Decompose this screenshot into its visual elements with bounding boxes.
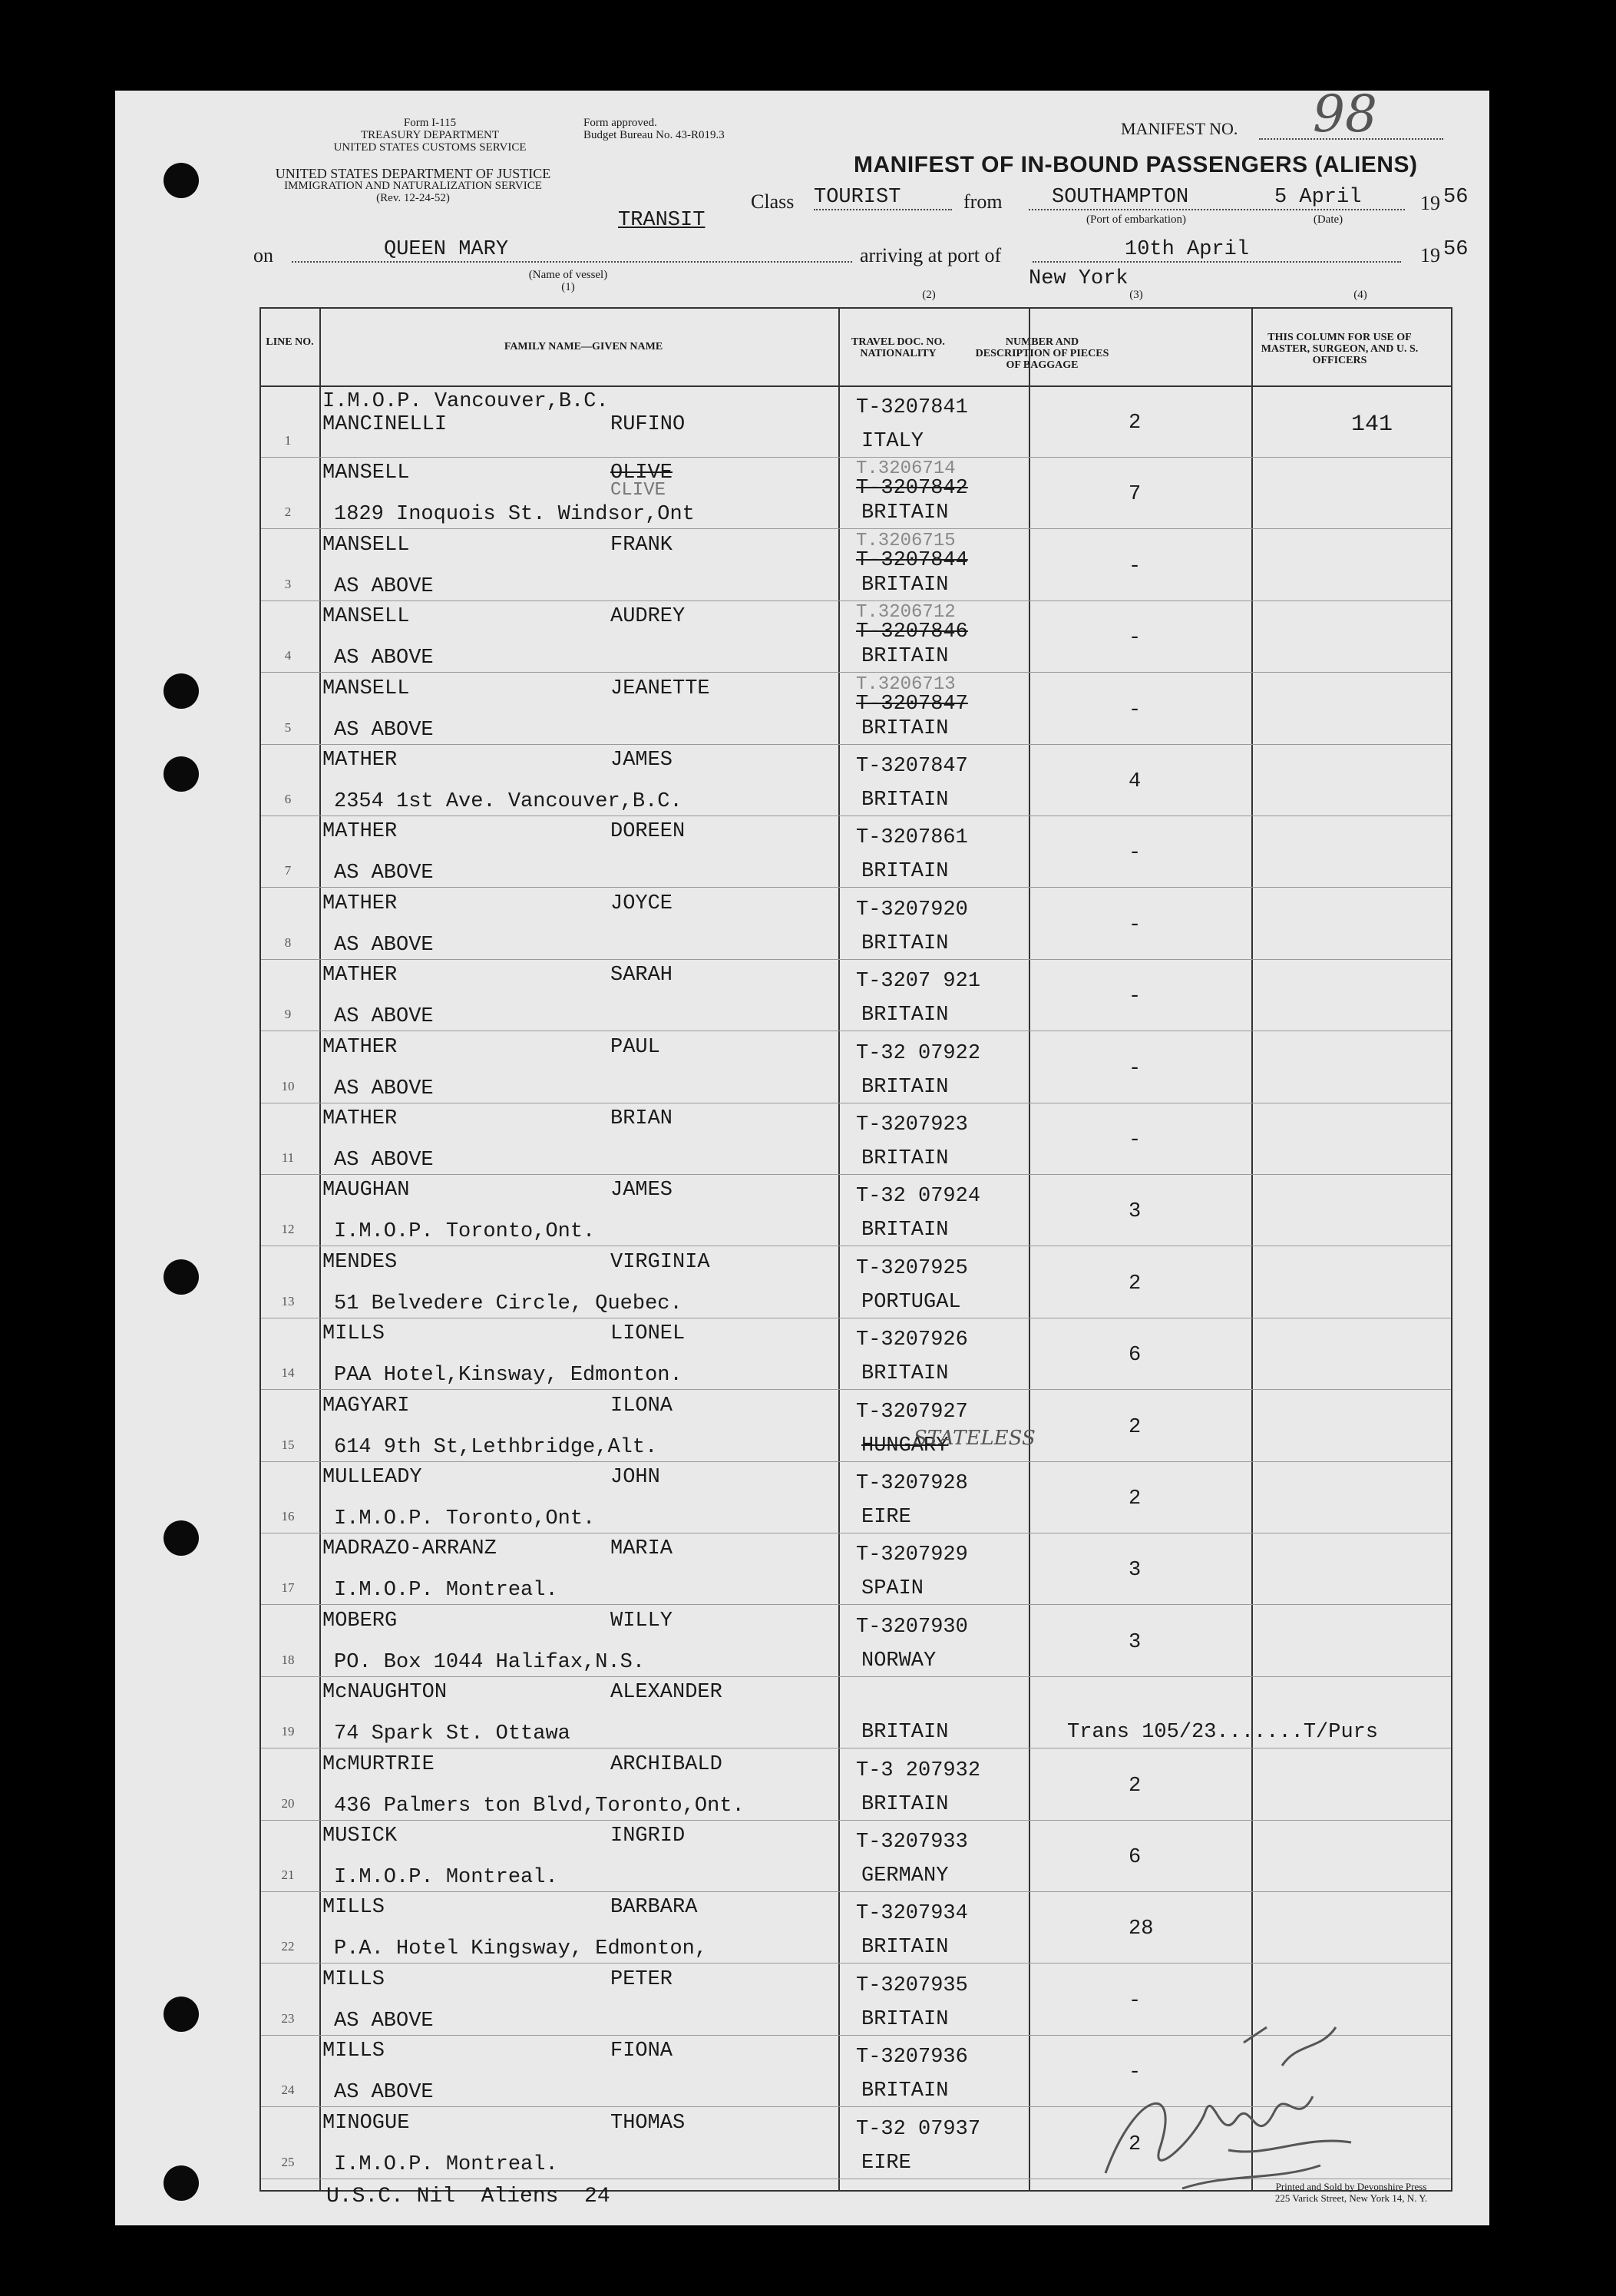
given-name: ARCHIBALD (610, 1752, 722, 1776)
given-name: JAMES (610, 1179, 673, 1203)
baggage: - (1129, 985, 1142, 1009)
doc-number-replacement: T.3206713 (856, 673, 956, 695)
address: I.M.O.P. Montreal. (334, 1866, 558, 1889)
family-name: MADRAZO-ARRANZ (322, 1537, 497, 1561)
arriving-label: arriving at port of (860, 244, 1002, 266)
baggage: - (1129, 1129, 1142, 1152)
binder-hole (164, 756, 199, 792)
nationality: BRITAIN (861, 1362, 949, 1386)
travel-doc-number: T-3207923 (856, 1113, 968, 1136)
line-number: 8 (284, 935, 292, 950)
baggage: - (1129, 1989, 1142, 2013)
binder-hole (164, 163, 199, 198)
header-doc: TRAVEL DOC. NO. NATIONALITY (851, 336, 945, 359)
address: AS ABOVE (334, 574, 434, 598)
nationality-correction: STATELESS (914, 1426, 1036, 1450)
travel-doc-number: T-32 07937 (856, 2117, 981, 2141)
baggage: 2 (1129, 1272, 1142, 1295)
baggage: - (1129, 698, 1142, 722)
rev-text: (Rev. 12-24-52) (376, 192, 450, 204)
baggage: 28 (1129, 1917, 1154, 1941)
family-name: McNAUGHTON (322, 1681, 448, 1705)
nationality: NORWAY (861, 1649, 937, 1672)
family-name: MATHER (322, 749, 398, 772)
travel-doc-number: T-3207935 (856, 1973, 968, 1997)
travel-doc-number: T-3207846 (856, 620, 968, 644)
given-name: FIONA (610, 2040, 673, 2063)
travel-doc-number: T-3207933 (856, 1831, 968, 1854)
officer-note: 141 (1351, 412, 1393, 438)
baggage: - (1129, 2061, 1142, 2085)
family-name: MUSICK (322, 1825, 398, 1848)
nationality: BRITAIN (861, 1792, 949, 1816)
given-name: RUFINO (610, 413, 686, 436)
baggage: - (1129, 627, 1142, 650)
table-row (261, 744, 1451, 816)
family-name: MATHER (322, 820, 398, 844)
year-prefix-2: 19 (1420, 244, 1440, 266)
given-name: JOYCE (610, 892, 673, 915)
given-name: SARAH (610, 964, 673, 988)
class-label: Class (751, 190, 795, 213)
address: I.M.O.P. Montreal. (334, 1579, 558, 1603)
family-name: MAGYARI (322, 1394, 410, 1418)
table-row (261, 1748, 1451, 1821)
col2-caption: (2) (922, 289, 936, 301)
line-number: 20 (281, 1795, 295, 1811)
table-row (261, 1174, 1451, 1246)
address: 51 Belvedere Circle, Quebec. (334, 1292, 682, 1315)
nationality: BRITAIN (861, 2007, 949, 2031)
family-name: MANSELL (322, 677, 410, 700)
given-name: AUDREY (610, 605, 686, 629)
from-label: from (963, 190, 1003, 213)
travel-doc-number: T-32 07924 (856, 1185, 981, 1209)
address: I.M.O.P. Toronto,Ont. (334, 1220, 596, 1244)
travel-doc-number: T-3207927 (856, 1400, 968, 1424)
printer-line-1: Printed and Sold by Devonshire Press (1275, 2181, 1427, 2192)
nationality: BRITAIN (861, 573, 949, 597)
from-value: SOUTHAMPTON (1029, 186, 1267, 210)
vessel-caption-text: (Name of vessel) (528, 269, 608, 281)
nationality: BRITAIN (861, 501, 949, 525)
given-name: ILONA (610, 1394, 673, 1418)
form-number: Form I-115 (403, 117, 457, 129)
form-approval (583, 117, 768, 141)
line-number: 15 (281, 1437, 295, 1452)
nationality: BRITAIN (861, 1219, 949, 1242)
embark-caption: (Port of embarkation) (1086, 213, 1186, 226)
baggage: Trans 105/23.......T/Purs (1067, 1721, 1379, 1745)
family-name: MILLS (322, 1896, 385, 1920)
given-name: WILLY (610, 1609, 673, 1633)
travel-doc-number: T-3 207932 (856, 1758, 981, 1782)
travel-doc-number: T-3207930 (856, 1615, 968, 1639)
table-row (261, 457, 1451, 529)
nationality-struck: HUNGARY (861, 1434, 949, 1457)
year-prefix: 19 (1420, 192, 1440, 214)
table-row (261, 529, 1451, 601)
line-number: 13 (281, 1293, 295, 1308)
given-name: BARBARA (610, 1896, 698, 1920)
table-row (261, 1031, 1451, 1103)
nationality: BRITAIN (861, 931, 949, 955)
table-row (261, 600, 1451, 673)
baggage: - (1129, 554, 1142, 578)
address: 2354 1st Ave. Vancouver,B.C. (334, 790, 682, 813)
line-number: 14 (281, 1365, 295, 1381)
nationality: BRITAIN (861, 2079, 949, 2103)
family-name: MENDES (322, 1250, 398, 1274)
family-name: MANSELL (322, 605, 410, 629)
line-number: 10 (281, 1078, 295, 1093)
nationality: PORTUGAL (861, 1290, 961, 1314)
header-baggage: NUMBER AND DESCRIPTION OF PIECES OF BAGGAGE (975, 336, 1109, 371)
baggage: 6 (1129, 1344, 1142, 1368)
table-row (261, 1246, 1451, 1318)
baggage: 3 (1129, 1630, 1142, 1654)
baggage: 3 (1129, 1559, 1142, 1583)
treasury-dept: TREASURY DEPARTMENT (360, 129, 500, 141)
travel-doc-number: T-3207925 (856, 1256, 968, 1280)
table-row (261, 1605, 1451, 1677)
binder-hole (164, 673, 199, 709)
travel-doc-number: T-3207926 (856, 1328, 968, 1352)
given-name-struck: OLIVE (610, 462, 673, 485)
manifest-title: MANIFEST OF IN-BOUND PASSENGERS (ALIENS) (854, 152, 1418, 177)
col3-caption: (3) (1129, 289, 1143, 301)
family-name: MANSELL (322, 462, 410, 485)
officer-signature (1090, 1997, 1366, 2196)
given-name: ALEXANDER (610, 1681, 722, 1705)
table-row (261, 1318, 1451, 1390)
family-name: MATHER (322, 1035, 398, 1059)
arrival-year: 56 (1443, 238, 1469, 261)
given-name: JAMES (610, 749, 673, 772)
given-name: THOMAS (610, 2111, 686, 2135)
table-row (261, 1676, 1451, 1748)
binder-hole (164, 2165, 199, 2201)
given-name: DOREEN (610, 820, 686, 844)
transit-label: TRANSIT (618, 209, 706, 232)
address: 436 Palmers ton Blvd,Toronto,Ont. (334, 1794, 745, 1818)
table-row (261, 1461, 1451, 1533)
given-name: JOHN (610, 1466, 660, 1489)
manifest-no-label: MANIFEST NO. (1121, 119, 1238, 138)
baggage: 3 (1129, 1200, 1142, 1224)
table-row (261, 888, 1451, 960)
nationality: EIRE (861, 2151, 911, 2175)
family-name: MINOGUE (322, 2111, 410, 2135)
baggage: 2 (1129, 1415, 1142, 1439)
header-line-no: LINE NO. (266, 336, 314, 348)
address: 1829 Inoquois St. Windsor,Ont (334, 503, 695, 527)
given-name: INGRID (610, 1825, 686, 1848)
justice-block (244, 167, 582, 204)
baggage: 2 (1129, 412, 1142, 435)
vessel-caption (491, 269, 645, 293)
nationality: SPAIN (861, 1577, 924, 1601)
given-name: LIONEL (610, 1322, 686, 1346)
nationality: BRITAIN (861, 789, 949, 812)
line-number: 24 (281, 2083, 295, 2098)
address: I.M.O.P. Toronto,Ont. (334, 1507, 596, 1530)
family-name: MANSELL (322, 533, 410, 557)
family-name: MATHER (322, 1107, 398, 1130)
travel-doc-number: T-3207847 (856, 692, 968, 716)
on-label: on (253, 244, 273, 266)
nationality: BRITAIN (861, 645, 949, 669)
ins-text: IMMIGRATION AND NATURALIZATION SERVICE (284, 180, 542, 192)
table-row (261, 1103, 1451, 1175)
given-name: MARIA (610, 1537, 673, 1561)
table-row (261, 385, 1451, 458)
table-row (261, 1390, 1451, 1462)
line-number: 22 (281, 1939, 295, 1954)
line-number: 17 (281, 1580, 295, 1596)
line-number: 3 (284, 576, 292, 591)
doc-number-replacement: T.3206712 (856, 602, 956, 624)
baggage: 2 (1129, 1487, 1142, 1510)
date-value: 5 April (1259, 186, 1405, 210)
baggage: 2 (1129, 1774, 1142, 1798)
table-row (261, 673, 1451, 745)
line-number: 23 (281, 2010, 295, 2026)
line-number: 16 (281, 1509, 295, 1523)
family-name: MILLS (322, 2040, 385, 2063)
year-value: 56 (1443, 186, 1469, 209)
given-name: VIRGINIA (610, 1250, 710, 1274)
family-name: MILLS (322, 1967, 385, 1991)
table-row (261, 959, 1451, 1031)
vessel-name: QUEEN MARY (292, 238, 852, 263)
baggage: 6 (1129, 1846, 1142, 1869)
family-name: MATHER (322, 892, 398, 915)
address: 614 9th St,Lethbridge,Alt. (334, 1435, 658, 1459)
header-name: FAMILY NAME—GIVEN NAME (504, 341, 663, 352)
table-row (261, 1820, 1451, 1892)
manifest-number: 98 (1313, 84, 1377, 144)
baggage: 7 (1129, 483, 1142, 507)
given-name: PAUL (610, 1035, 660, 1059)
printer-line-2: 225 Varick Street, New York 14, N. Y. (1274, 2192, 1428, 2204)
nationality: BRITAIN (861, 1721, 949, 1745)
date-caption: (Date) (1313, 213, 1343, 226)
line-number: 12 (281, 1222, 295, 1237)
travel-doc-number: T-3207861 (856, 826, 968, 850)
line-number: 25 (281, 2154, 295, 2169)
family-name: MAUGHAN (322, 1179, 410, 1203)
given-name: BRIAN (610, 1107, 673, 1130)
line-number: 5 (284, 720, 292, 735)
given-name: FRANK (610, 533, 673, 557)
address: AS ABOVE (334, 862, 434, 885)
aliens-summary: U.S.C. Nil Aliens 24 (326, 2185, 610, 2208)
address: PAA Hotel,Kinsway, Edmonton. (334, 1364, 682, 1388)
address: AS ABOVE (334, 1149, 434, 1172)
address: AS ABOVE (334, 1005, 434, 1029)
family-name: MOBERG (322, 1609, 398, 1633)
form-header-left (315, 117, 545, 154)
address: AS ABOVE (334, 718, 434, 742)
binder-hole (164, 1997, 199, 2032)
family-name: MANCINELLI (322, 413, 448, 436)
budget-text: Budget Bureau No. 43-R019.3 (583, 129, 725, 141)
nationality: BRITAIN (861, 716, 949, 740)
nationality: BRITAIN (861, 1075, 949, 1099)
address: P.A. Hotel Kingsway, Edmonton, (334, 1937, 708, 1961)
travel-doc-number: T-3207841 (856, 396, 968, 419)
table-row (261, 816, 1451, 888)
customs-service: UNITED STATES CUSTOMS SERVICE (333, 141, 527, 154)
port-of-entry: I.M.O.P. Vancouver,B.C. (322, 390, 609, 413)
given-name-correction: CLIVE (610, 480, 666, 501)
approved-text: Form approved. (583, 117, 657, 129)
baggage: - (1129, 913, 1142, 937)
address: AS ABOVE (334, 2081, 434, 2105)
nationality: BRITAIN (861, 1936, 949, 1960)
family-name: McMURTRIE (322, 1752, 435, 1776)
binder-hole (164, 1520, 199, 1556)
line-number: 18 (281, 1652, 295, 1667)
binder-hole (164, 1259, 199, 1295)
nationality: ITALY (861, 430, 924, 453)
table-row (261, 1891, 1451, 1964)
travel-doc-number: T-3207929 (856, 1543, 968, 1567)
table-row (261, 1533, 1451, 1605)
travel-doc-number: T-3207844 (856, 548, 968, 572)
line-number: 11 (281, 1150, 295, 1165)
address: AS ABOVE (334, 933, 434, 957)
baggage: 4 (1129, 770, 1142, 793)
family-name: MATHER (322, 964, 398, 988)
nationality: BRITAIN (861, 1004, 949, 1027)
address: AS ABOVE (334, 2009, 434, 2033)
address: I.M.O.P. Montreal. (334, 2152, 558, 2176)
passenger-table (259, 307, 1452, 2192)
line-number: 1 (284, 433, 292, 448)
travel-doc-number: T-3207847 (856, 755, 968, 778)
given-name: PETER (610, 1967, 673, 1991)
travel-doc-number: T-3207842 (856, 477, 968, 501)
doc-number-replacement: T.3206715 (856, 530, 956, 551)
nationality: BRITAIN (861, 860, 949, 884)
travel-doc-number: T-3207936 (856, 2046, 968, 2069)
nationality: BRITAIN (861, 1147, 949, 1170)
baggage: 2 (1129, 2132, 1142, 2156)
col4-caption: (4) (1353, 289, 1367, 301)
family-name: MULLEADY (322, 1466, 422, 1489)
given-name: JEANETTE (610, 677, 710, 700)
address: 74 Spark St. Ottawa (334, 1722, 570, 1746)
line-number: 19 (281, 1724, 295, 1739)
address: AS ABOVE (334, 647, 434, 670)
doc-number-replacement: T.3206714 (856, 458, 956, 480)
class-value: TOURIST (814, 186, 952, 210)
col1-caption: (1) (561, 281, 575, 293)
line-number: 7 (284, 863, 292, 878)
baggage: - (1129, 842, 1142, 865)
arrival-date: 10th April (1033, 238, 1401, 263)
port-name: New York (1029, 267, 1129, 290)
line-number: 2 (284, 505, 292, 520)
family-name: MILLS (322, 1322, 385, 1346)
table-header (261, 309, 1451, 387)
nationality: EIRE (861, 1506, 911, 1529)
header-officers: THIS COLUMN FOR USE OF MASTER, SURGEON, AND U. S. OFFICERS (1261, 332, 1419, 366)
line-number: 21 (281, 1868, 295, 1882)
line-number: 6 (284, 792, 292, 806)
line-number: 4 (284, 648, 292, 663)
address: PO. Box 1044 Halifax,N.S. (334, 1650, 646, 1674)
address: AS ABOVE (334, 1077, 434, 1100)
justice-dept: UNITED STATES DEPARTMENT OF JUSTICE (275, 166, 551, 181)
travel-doc-number: T-3207 921 (856, 970, 981, 994)
travel-doc-number: T-3207928 (856, 1472, 968, 1495)
baggage: - (1129, 1057, 1142, 1080)
line-number: 9 (284, 1007, 292, 1022)
travel-doc-number: T-3207934 (856, 1902, 968, 1926)
travel-doc-number: T-3207920 (856, 898, 968, 921)
travel-doc-number: T-32 07922 (856, 1041, 981, 1065)
nationality: GERMANY (861, 1864, 949, 1887)
